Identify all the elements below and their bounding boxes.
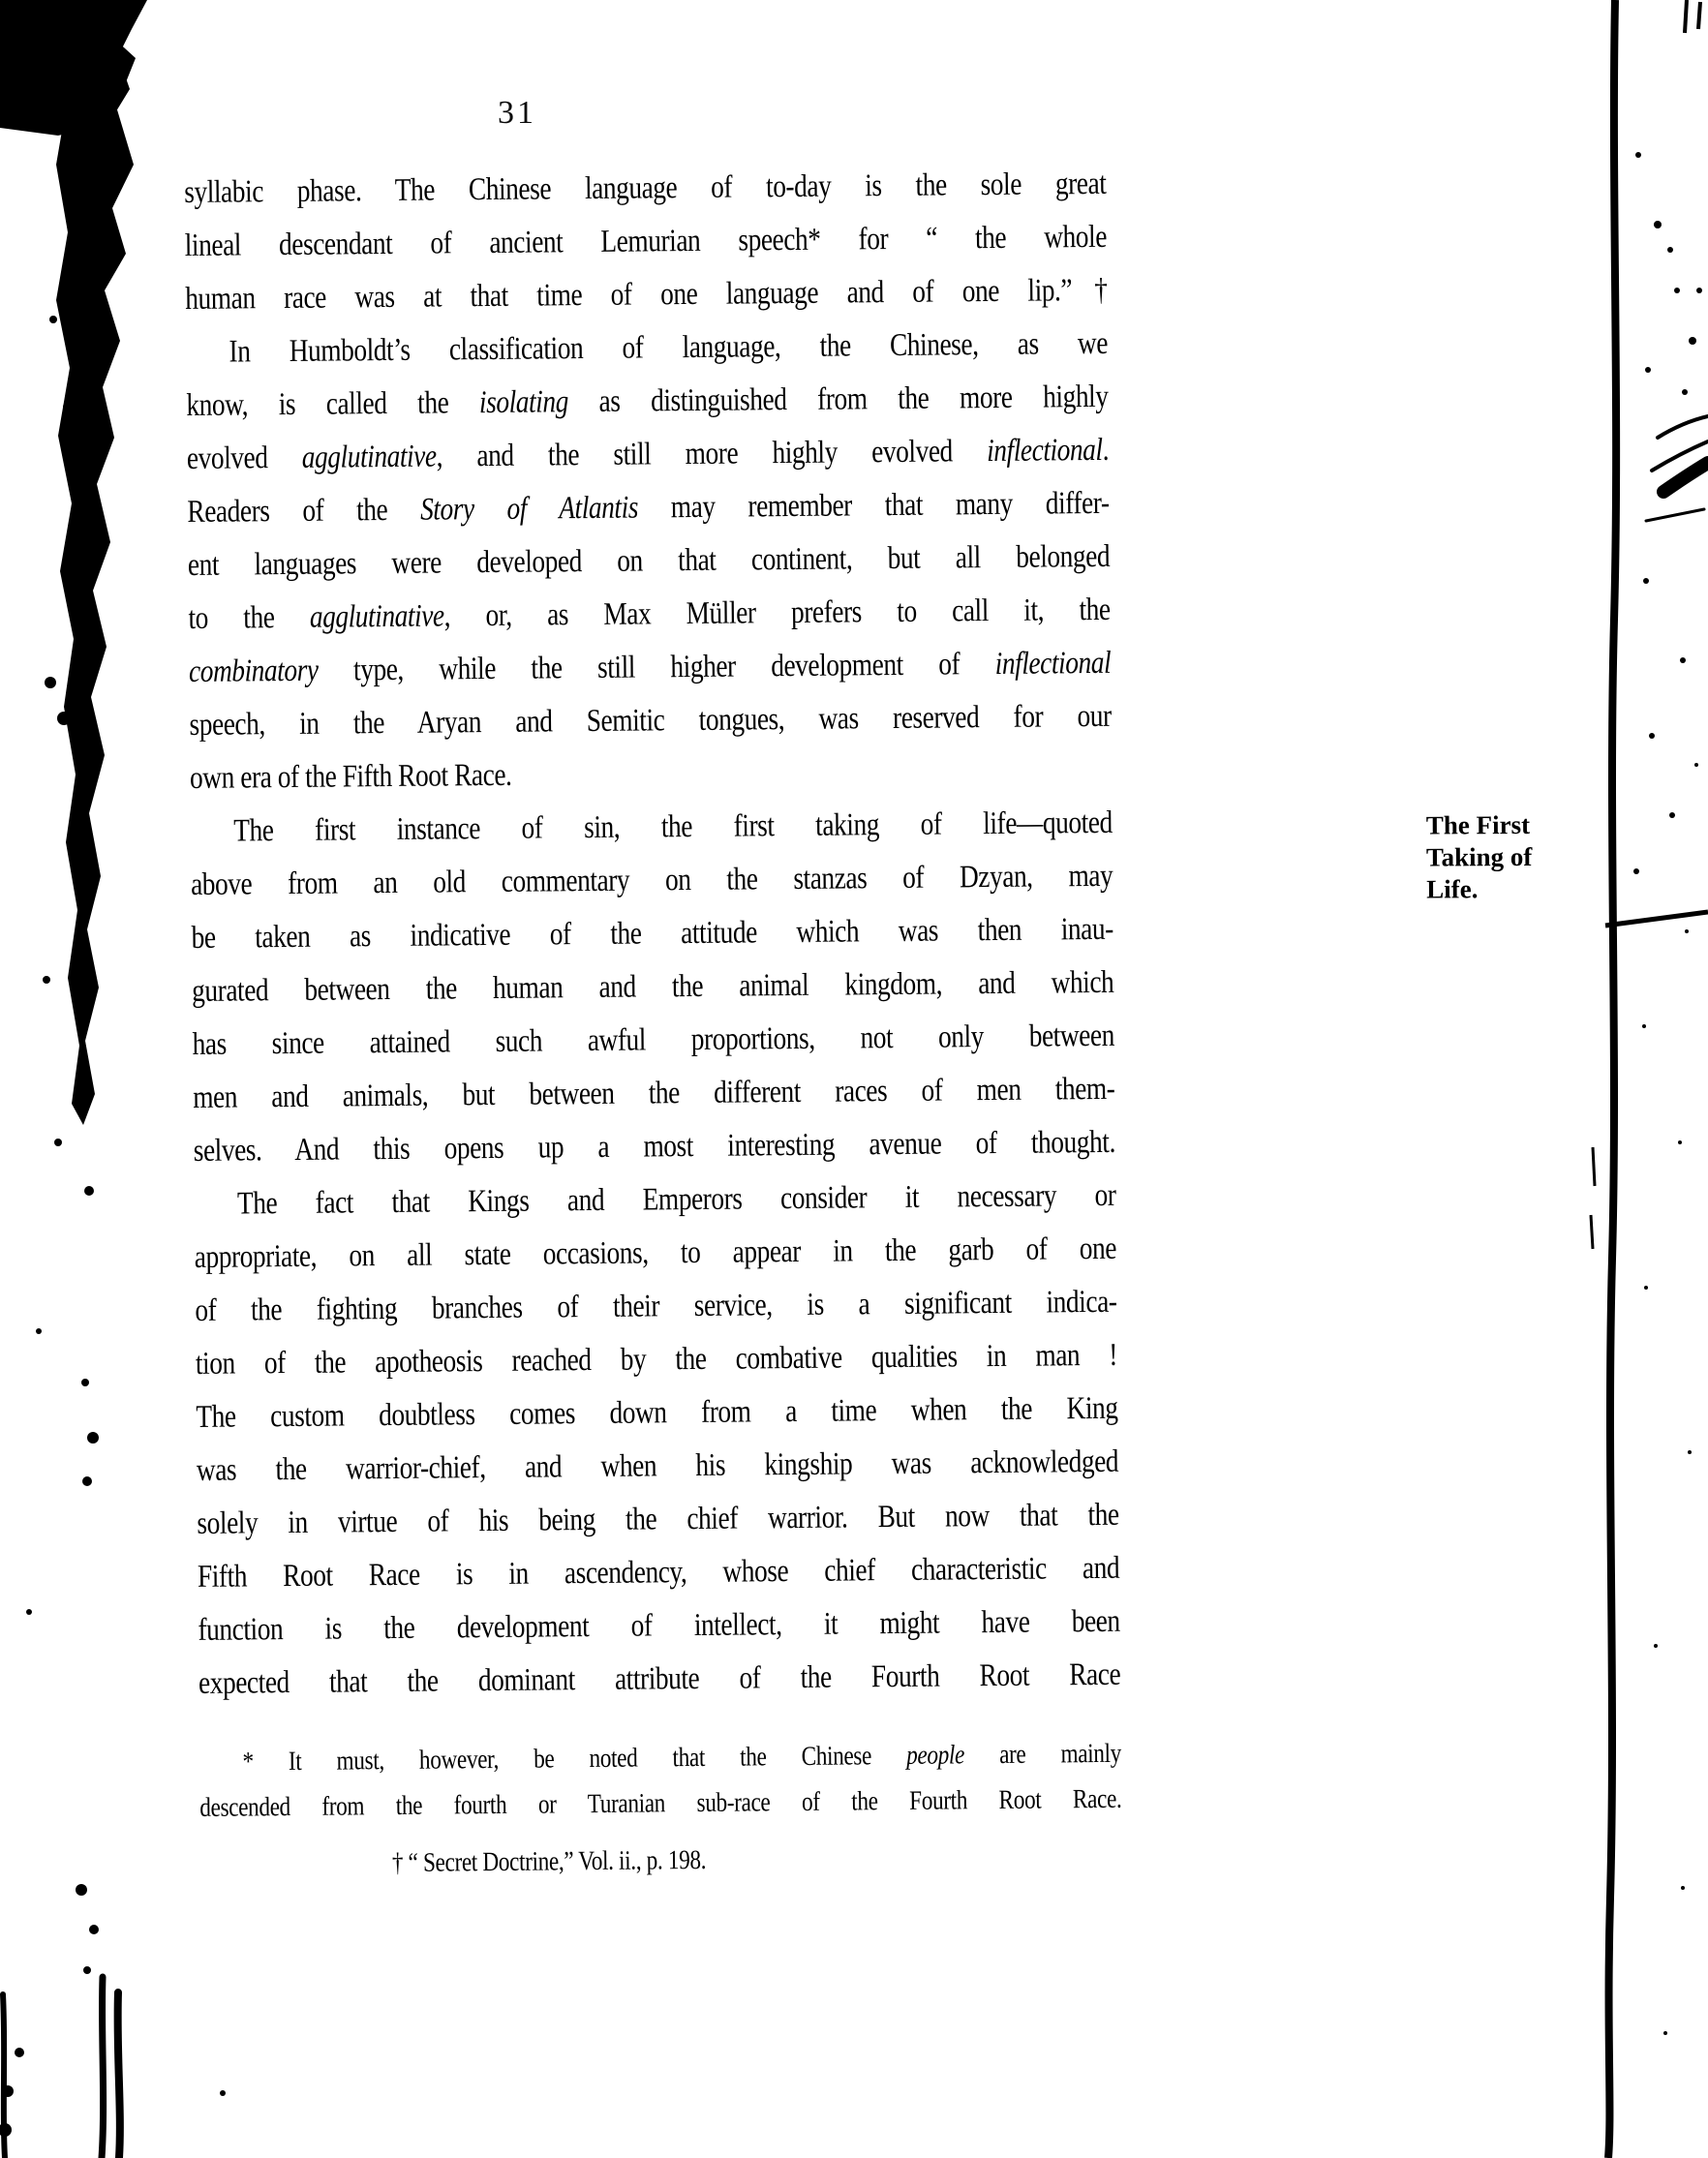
text-segment: may remember that many differ- (637, 485, 1110, 526)
right-page-edge-line (1608, 0, 1616, 2158)
italic-text-segment: inflectional (994, 645, 1112, 682)
footnote-asterisk (199, 1731, 1122, 1831)
text-segment: know, is called the (186, 385, 480, 423)
text-segment: In Humboldt’s classification of language, the Chinese, as we (229, 325, 1109, 370)
margin-note-line: The First (1425, 809, 1531, 840)
text-line (196, 1383, 1118, 1444)
text-segment: men and animals, but between the different races of men them- (193, 1071, 1115, 1115)
text-segment: expected that the dominant attribute of the Fourth Root Race (198, 1656, 1121, 1701)
text-line (194, 1116, 1116, 1178)
text-segment: * It must, however, be noted that the Chinese (242, 1740, 907, 1778)
paragraph (190, 797, 1115, 1178)
text-line (185, 264, 1108, 326)
text-segment: appropriate, on all state occasions, to appear in the garb of one (194, 1231, 1117, 1275)
paragraph (186, 318, 1113, 805)
text-line (186, 371, 1109, 433)
text-line (187, 477, 1110, 539)
handwritten-mark-thin-1 (1658, 416, 1708, 438)
text-line (196, 1329, 1118, 1391)
text-segment: ent languages were developed on that continent, but all belonged (187, 538, 1111, 583)
margin-note-line: Taking of (1425, 841, 1533, 872)
italic-text-segment: people (905, 1740, 965, 1771)
text-segment: The fact that Kings and Emperors consider it necessary or (236, 1177, 1116, 1222)
text-segment: human race was at that time of one language and of one lip.”† (185, 272, 1108, 317)
handwritten-mark-underline (1646, 509, 1704, 521)
handwritten-mark-thin-2 (1652, 441, 1708, 471)
margin-rule-line (1605, 912, 1708, 926)
text-line (197, 1436, 1119, 1498)
text-segment: , and the still more highly evolved (436, 434, 988, 474)
paragraph (184, 158, 1108, 326)
text-segment: has since attained such awful proportions, not only between (192, 1018, 1115, 1062)
text-segment: solely in virtue of his being the chief warrior. But now that the (197, 1497, 1119, 1541)
text-line (189, 690, 1112, 752)
text-segment: function is the development of intellect, it might have been (198, 1603, 1120, 1648)
top-right-edge-marks (1685, 0, 1700, 33)
text-segment: evolved (186, 440, 303, 476)
text-segment: was the warrior-chief, and when his kingship was acknowledged (196, 1444, 1119, 1488)
margin-note (1426, 809, 1611, 906)
text-line (194, 1170, 1116, 1231)
text-line (189, 637, 1112, 699)
text-segment: lineal descendant of ancient Lemurian speech* for “ the whole (184, 219, 1108, 263)
text-line (191, 850, 1113, 912)
text-line (192, 1010, 1114, 1072)
text-line (184, 158, 1107, 220)
text-line (193, 1063, 1115, 1125)
text-segment: are mainly (963, 1738, 1122, 1771)
italic-text-segment: inflectional (986, 432, 1103, 470)
text-line (187, 424, 1110, 486)
text-segment: Readers of the (187, 492, 421, 530)
text-line (192, 957, 1114, 1018)
text-line (195, 1276, 1117, 1338)
paragraph (194, 1170, 1120, 1711)
text-segment: syllabic phase. The Chinese language of to-day is the sole great (184, 166, 1107, 210)
text-segment: The first instance of sin, the first taking of life—quoted (233, 805, 1113, 849)
italic-text-segment: combinatory (188, 653, 319, 689)
text-column (184, 158, 1122, 1888)
text-segment: The custom doubtless comes down from a time when the King (196, 1390, 1118, 1435)
text-line (191, 903, 1113, 965)
text-segment: gurated between the human and the animal kingdom, and which (192, 964, 1114, 1009)
body-paragraphs (184, 158, 1120, 1711)
text-line (195, 1223, 1117, 1285)
margin-note-line: Life. (1426, 874, 1479, 904)
text-line (190, 744, 1113, 805)
text-segment: as distinguished from the more highly (567, 379, 1109, 420)
page-number: 31 (498, 95, 536, 131)
italic-text-segment: agglutinative (309, 598, 444, 635)
text-segment: speech, in the Aryan and Semitic tongues, was reserved for our (189, 698, 1112, 743)
text-line (188, 531, 1111, 593)
italic-text-segment: Story of Atlantis (419, 490, 639, 528)
text-segment: be taken as indicative of the attitude which was then inau- (191, 911, 1113, 956)
text-line (186, 318, 1109, 380)
italic-text-segment: isolating (478, 384, 569, 421)
text-line (198, 1596, 1120, 1657)
text-segment: own era of the Fifth Root Race. (189, 757, 512, 796)
text-segment: descended from the fourth or Turanian sub-race of the Fourth Root Race. (199, 1783, 1122, 1823)
text-segment: Fifth Root Race is in ascendency, whose chief characteristic and (197, 1550, 1120, 1595)
text-line (198, 1542, 1120, 1604)
right-margin-specks (1633, 152, 1702, 2035)
bottom-left-binding-lines (3, 1977, 120, 2158)
text-segment: type, while the still higher development of (318, 646, 995, 688)
text-segment: of the fighting branches of their service, is a significant indica- (195, 1284, 1117, 1328)
text-line (190, 797, 1113, 859)
text-segment: . (1102, 432, 1110, 468)
right-margin-dashes (1591, 1147, 1595, 1249)
text-line (185, 211, 1108, 273)
text-segment: above from an old commentary on the stanzas of Dzyan, may (190, 858, 1113, 902)
italic-text-segment: agglutinative (301, 439, 437, 475)
text-segment: selves. And this opens up a most interesting avenue of thought. (193, 1124, 1116, 1169)
text-segment: to the (188, 599, 311, 636)
text-line (198, 1649, 1121, 1711)
text-segment: tion of the apotheosis reached by the combative qualities in man ! (195, 1337, 1118, 1382)
handwritten-marks (1646, 416, 1708, 521)
left-edge-ink-streak (56, 39, 136, 1125)
top-left-ink-blob (0, 0, 147, 136)
text-line (188, 584, 1111, 646)
handwritten-mark-thick (1663, 463, 1708, 492)
text-segment: , or, as Max Müller prefers to call it, the (443, 592, 1111, 634)
text-line (199, 1777, 1122, 1831)
footnote-dagger: † “ Secret Doctrine,” Vol. ii., p. 198. (391, 1844, 707, 1879)
text-line (197, 1489, 1119, 1551)
